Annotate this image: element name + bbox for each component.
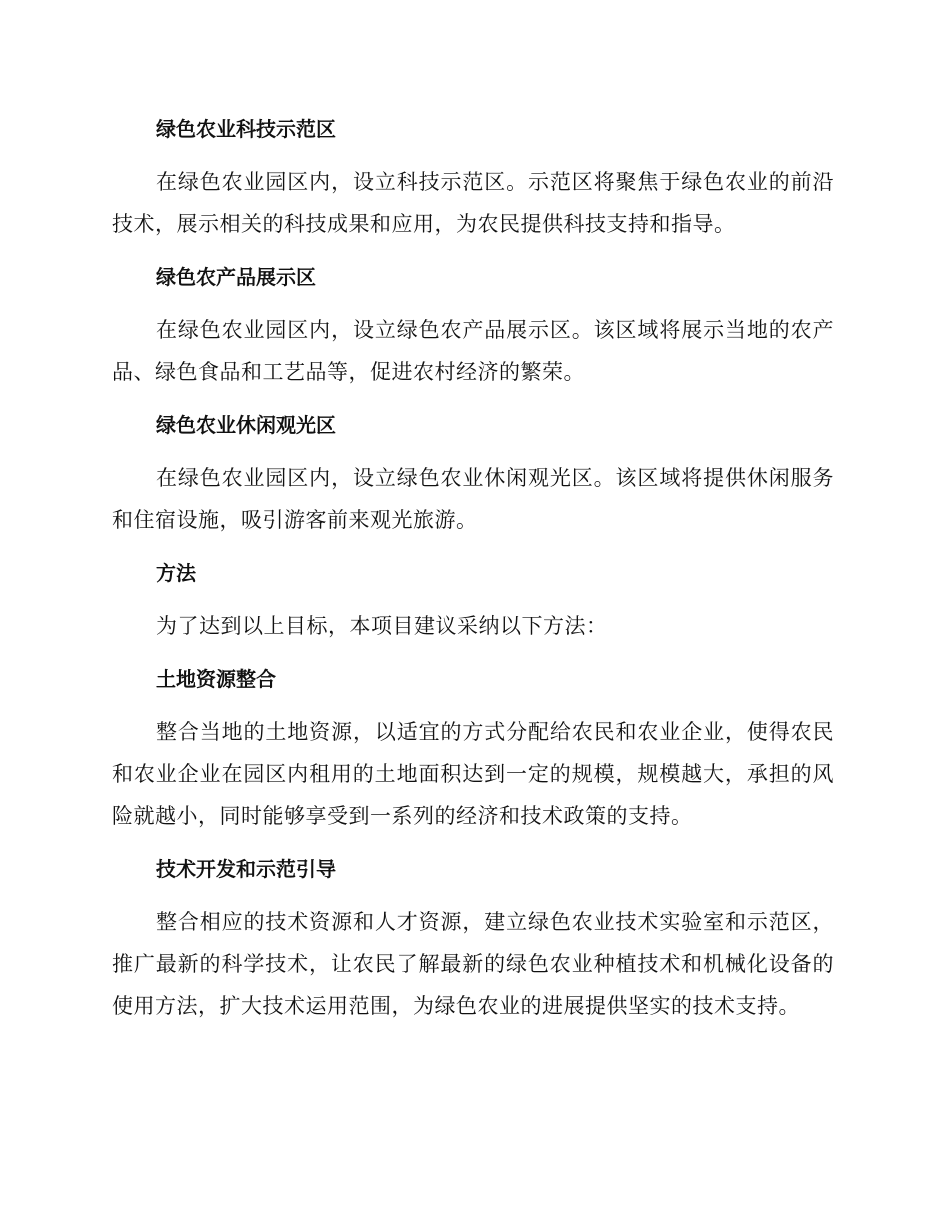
document-body	[112, 108, 834, 1038]
section-heading-methods: 方法	[156, 561, 196, 585]
section-heading-land-integration: 土地资源整合	[156, 667, 276, 691]
paragraph-tech-demo: 在绿色农业园区内，设立科技示范区。示范区将聚焦于绿色农业的前沿技术，展示相关的科技成果和应用，为农民提供科技支持和指导。	[112, 170, 834, 236]
paragraph-methods: 为了达到以上目标，本项目建议采纳以下方法：	[156, 614, 608, 638]
paragraph-product-display: 在绿色农业园区内，设立绿色农产品展示区。该区域将展示当地的农产品、绿色食品和工艺品等，促进农村经济的繁荣。	[112, 318, 834, 384]
paragraph-land-integration: 整合当地的土地资源，以适宜的方式分配给农民和农业企业，使得农民和农业企业在园区内租用的土地面积达到一定的规模，规模越大，承担的风险就越小，同时能够享受到一系列的经济和技术政策的支持。	[112, 720, 834, 828]
section-heading-product-display: 绿色农产品展示区	[156, 265, 316, 289]
paragraph-leisure-tourism: 在绿色农业园区内，设立绿色农业休闲观光区。该区域将提供休闲服务和住宿设施，吸引游客前来观光旅游。	[112, 466, 834, 532]
section-heading-tech-demo: 绿色农业科技示范区	[156, 117, 336, 141]
section-heading-tech-development: 技术开发和示范引导	[156, 857, 336, 881]
paragraph-tech-development: 整合相应的技术资源和人才资源，建立绿色农业技术实验室和示范区，推广最新的科学技术，让农民了解最新的绿色农业种植技术和机械化设备的使用方法，扩大技术运用范围，为绿色农业的进展提供坚实的技术支持。	[112, 910, 834, 1018]
section-heading-leisure-tourism: 绿色农业休闲观光区	[156, 413, 336, 437]
